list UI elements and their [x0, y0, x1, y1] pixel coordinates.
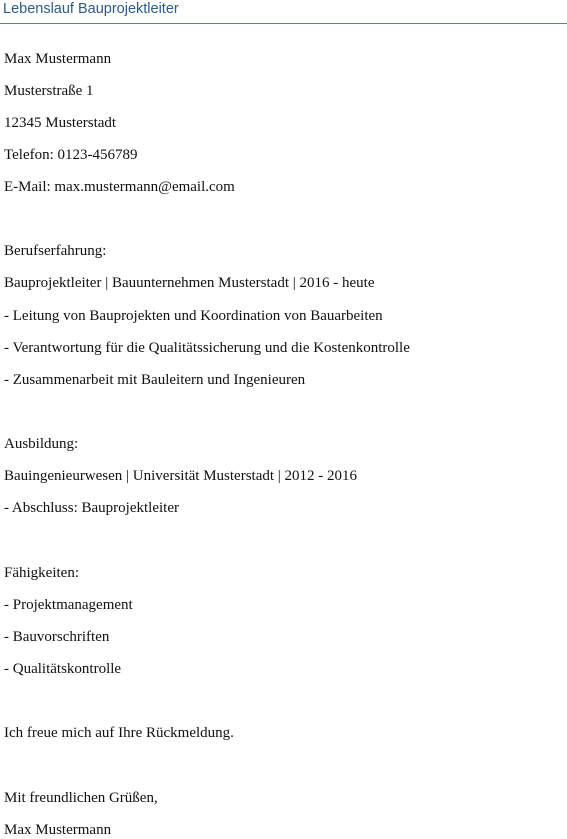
experience-item: - Zusammenarbeit mit Bauleitern und Ingenieuren: [4, 372, 306, 388]
document-header: [0, 0, 567, 24]
document-title: Lebenslauf Bauprojektleiter: [3, 1, 179, 17]
skills-item: - Projektmanagement: [4, 597, 133, 613]
experience-position: Bauprojektleiter | Bauunternehmen Musterstadt | 2016 - heute: [4, 275, 375, 291]
closing-sentence: Ich freue mich auf Ihre Rückmeldung.: [4, 725, 234, 741]
experience-item: - Leitung von Bauprojekten und Koordination von Bauarbeiten: [4, 308, 383, 324]
education-heading: Ausbildung:: [4, 436, 79, 452]
experience-heading: Berufserfahrung:: [4, 243, 107, 259]
skills-item: - Qualitätskontrolle: [4, 661, 122, 677]
closing-greeting: Mit freundlichen Grüßen,: [4, 790, 158, 806]
skills-item: - Bauvorschriften: [4, 629, 110, 645]
contact-name: Max Mustermann: [4, 51, 112, 67]
contact-email: E-Mail: max.mustermann@email.com: [4, 179, 235, 195]
education-item: - Abschluss: Bauprojektleiter: [4, 500, 179, 516]
contact-street: Musterstraße 1: [4, 83, 94, 99]
skills-heading: Fähigkeiten:: [4, 565, 79, 581]
education-degree: Bauingenieurwesen | Universität Musterstadt | 2012 - 2016: [4, 468, 358, 484]
experience-item: - Verantwortung für die Qualitätssicherung und die Kostenkontrolle: [4, 340, 410, 356]
signature-name: Max Mustermann: [4, 822, 112, 838]
contact-city: 12345 Musterstadt: [4, 115, 117, 131]
contact-phone: Telefon: 0123-456789: [4, 147, 138, 163]
